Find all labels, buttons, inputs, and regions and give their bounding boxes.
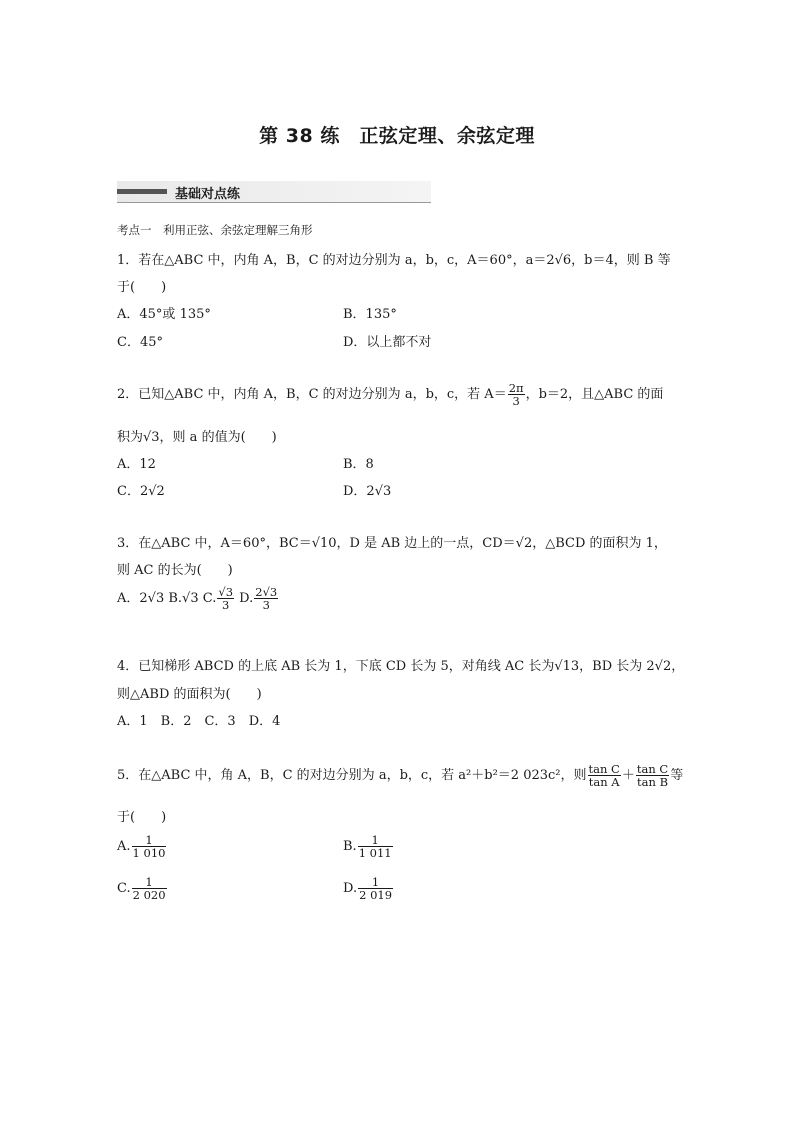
q5-stem-pre: 5．在△ABC 中，角 A，B，C 的对边分别为 a，b，c，若 a²＋b²＝2 023c²，则: [117, 768, 587, 784]
q5-d-fraction: [358, 876, 393, 901]
q5-option-d: [343, 876, 394, 901]
q5-d-den: 2 019: [359, 888, 393, 903]
q2-stem-pre: 2．已知△ABC 中，内角 A，B，C 的对边分别为 a，b，c，若 A＝: [117, 387, 507, 403]
q2-stem-post: ，b＝2，且△ABC 的面: [525, 387, 664, 403]
q5-b-fraction: [358, 834, 393, 859]
q5-d-num: 1: [358, 876, 393, 889]
q2-option-b: B．8: [343, 457, 374, 472]
q3-c-den: 3: [222, 598, 230, 613]
q5-stem-post: 等: [670, 768, 684, 784]
q1-option-a: A．45°或 135°: [117, 307, 211, 322]
q5-fraction-1: [588, 763, 621, 788]
q5-fraction-2: [636, 763, 669, 788]
q5-c-den: 2 020: [132, 888, 166, 903]
page-title: 第 38 练 正弦定理、余弦定理: [259, 125, 535, 147]
q1-option-c: C．45°: [117, 335, 163, 350]
q3-d-num: 2√3: [255, 585, 278, 599]
q2-angle-fraction: [508, 382, 525, 407]
q5-stem-line2: 于( ): [117, 810, 167, 825]
q2-option-c: C．2√2: [117, 484, 165, 499]
q5-f2-num: tan C: [636, 762, 669, 776]
q3-stem-line2: 则 AC 的长为( ): [117, 563, 233, 578]
q3-options-row: [117, 586, 279, 611]
q5-a-num: 1: [132, 834, 167, 847]
q5-c-letter: C.: [117, 881, 131, 897]
q4-stem-line1: 4．已知梯形 ABCD 的上底 AB 长为 1，下底 CD 长为 5，对角线 AC 长为√13，BD 长为 2√2，: [117, 659, 685, 674]
q3-option-a: A．2√3: [117, 591, 165, 607]
q5-a-den: 1 010: [132, 846, 166, 861]
section-label: 基础对点练: [175, 187, 241, 202]
q1-stem-line1: 1．若在△ABC 中，内角 A，B，C 的对边分别为 a，b，c，A＝60°，a＝2√6，b＝4，则 B 等: [117, 253, 671, 268]
q2-option-a: A．12: [117, 457, 156, 472]
q5-f2-den: tan B: [637, 775, 669, 790]
q5-d-letter: D.: [343, 881, 358, 897]
q2-option-d: D．2√3: [343, 484, 392, 499]
q5-a-letter: A.: [117, 839, 131, 855]
q5-b-letter: B.: [343, 839, 357, 855]
q1-option-d: D．以上都不对: [343, 335, 432, 350]
q5-b-den: 1 011: [358, 846, 392, 861]
q5-plus: ＋: [621, 768, 635, 784]
q5-b-num: 1: [358, 834, 393, 847]
q5-c-num: 1: [132, 876, 167, 889]
q2-stem-line1: [117, 382, 663, 407]
q5-c-fraction: [132, 876, 167, 901]
q4-options: A．1 B．2 C．3 D．4: [117, 714, 281, 729]
q3-option-b: B.√3: [168, 591, 199, 607]
q2-frac-num: 2π: [508, 381, 524, 395]
q2-frac-den: 3: [512, 394, 520, 409]
q3-option-c-fraction: [217, 586, 234, 611]
q5-f1-den: tan A: [588, 775, 620, 790]
q3-option-c-letter: C.: [202, 591, 217, 607]
q3-option-d-fraction: [254, 586, 278, 611]
q5-stem-line1: [117, 763, 683, 788]
q5-option-c: [117, 876, 168, 901]
q2-stem-line2: 积为√3，则 a 的值为( ): [117, 430, 277, 445]
q5-option-a: [117, 834, 167, 859]
q5-f1-num: tan C: [588, 762, 620, 776]
q3-c-num: √3: [218, 585, 234, 599]
q5-a-fraction: [132, 834, 167, 859]
q5-option-b: [343, 834, 394, 859]
q1-stem-line2: 于( ): [117, 280, 167, 295]
q3-option-d-letter: D.: [239, 591, 254, 607]
q4-stem-line2: 则△ABD 的面积为( ): [117, 687, 262, 702]
section-stripe: [117, 189, 167, 194]
q1-option-b: B．135°: [343, 307, 397, 322]
section-header: [117, 181, 431, 203]
q3-stem-line1: 3．在△ABC 中，A＝60°，BC＝√10，D 是 AB 边上的一点，CD＝√2，△BCD 的面积为 1，: [117, 536, 667, 551]
knowledge-point-heading: 考点一 利用正弦、余弦定理解三角形: [117, 223, 313, 237]
q3-d-den: 3: [262, 598, 270, 613]
